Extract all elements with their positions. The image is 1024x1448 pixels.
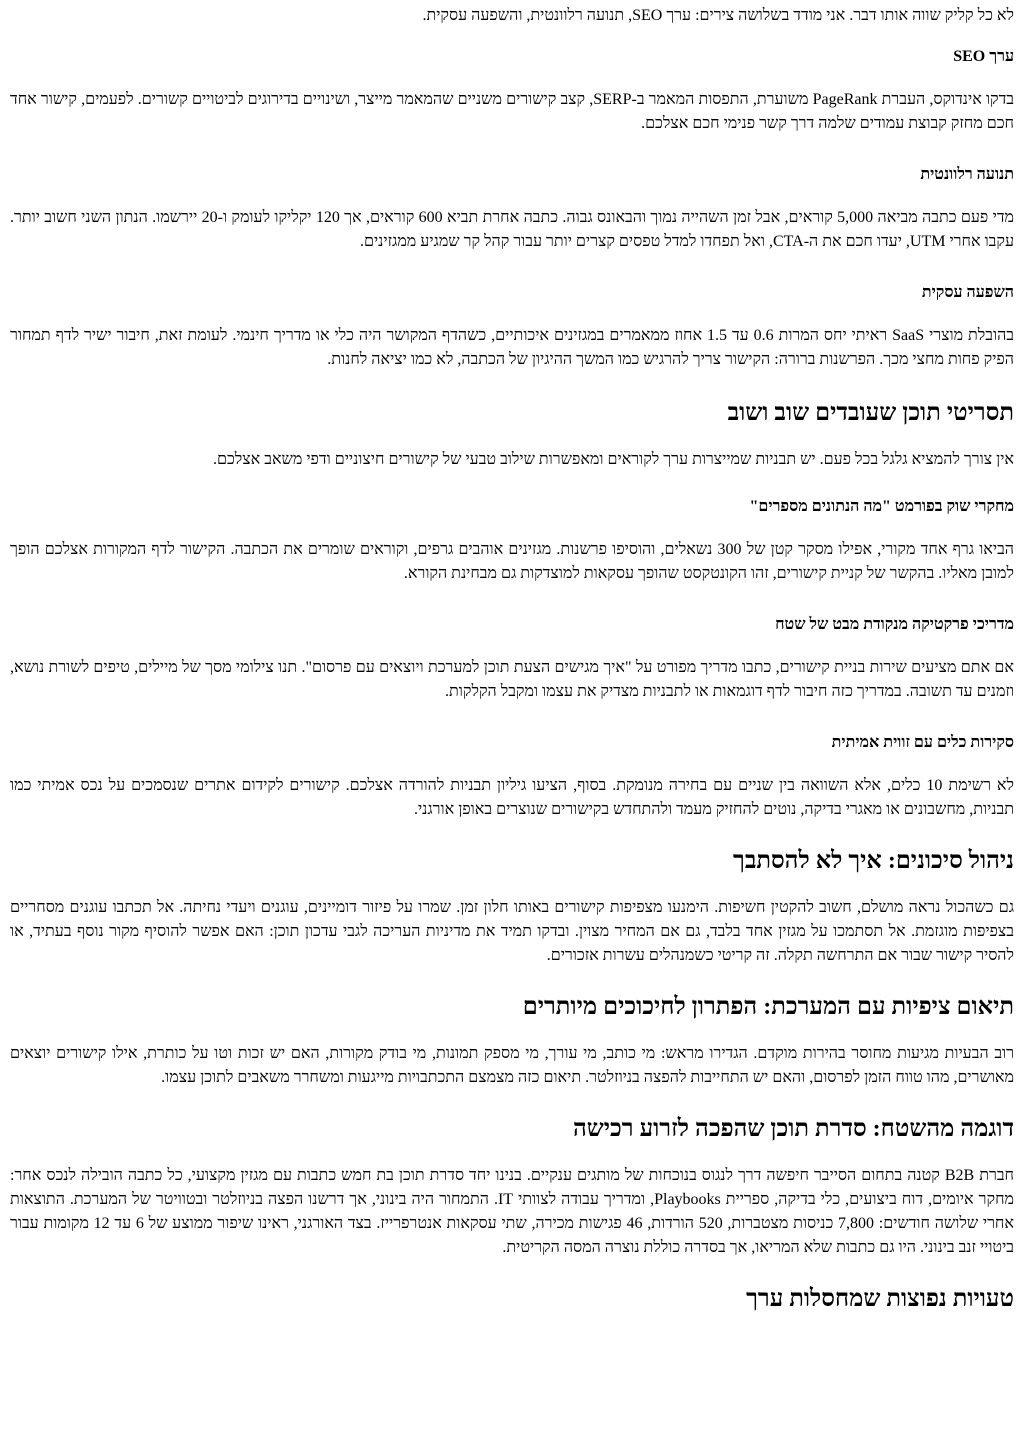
heading-business-impact: השפעה עסקית [921,284,1014,301]
paragraph-business-impact: בהובלת מוצרי SaaS ראיתי יחס המרות 0.6 עד 1.5 אחוז ממאמרים במגזינים איכותיים, כשהדף המקושר היה כלי או מדריך חינמי. לעומת זאת, חיבור ישיר לדף תמחור הפיק פחות מחצי מכך. הפרשנות ברורה: הקישור צריך להרגיש כמו המשך ההיגיון של הכתבה, לא כמו יציאה לחנות. [10,327,1015,368]
paragraph-field-example: חברת B2B קטנה בתחום הסייבר חיפשה דרך לנגוס בנוכחות של מותגים ענקיים. בנינו יחד סדרת תוכן בת חמש כתבות עם מגזין מקצועי, כל כתבה הובילה לנכס אחר: מחקר איומים, דוח ביצועים, כלי בדיקה, ספריית Playbooks, ומדריך עבודה לצוותי IT. התמחור היה בינוני, אך דרשנו הפצה בניוזלטר ובטוויטר של המערכת. התוצאות אחרי שלושה חודשים: 7,800 כניסות מצטברות, 520 הורדות, 46 פגישות מכירה, שתי עסקאות אנטרפרייז. בצד האורגני, ראינו שיפור ממוצע של 6 עד 12 מקומות עבור ביטויי זנב בינוני. היו גם כתבות שלא המריאו, אך בסדרה כוללת נוצרה המסה הקריטית. [10,1167,1015,1256]
heading-practice-guides: מדריכי פרקטיקה מנקודת מבט של שטח [775,616,1014,633]
heading-tool-reviews: סקירות כלים עם זווית אמיתית [831,734,1014,751]
heading-risk-management: ניהול סיכונים: איך לא להסתבך [733,848,1014,874]
heading-market-research: מחקרי שוק בפורמט "מה הנתונים מספרים" [749,498,1014,515]
heading-seo-value: ערך SEO [953,48,1014,65]
paragraph-tool-reviews: לא רשימת 10 כלים, אלא השוואה בין שניים עם בחירה מנומקת. בסוף, הציעו גיליון תבניות להורדה אצלכם. קישורים לקידום אתרים שנסמכים על נכס אמיתי כמו תבניות, מחשבונים או מאגרי בדיקה, נוטים להחזיק מעמד ולהתחדש בקישורים שנוצרים באופן אורגני. [10,777,1014,818]
heading-common-mistakes: טעויות נפוצות שמחסלות ערך [746,1286,1014,1312]
paragraph-market-research: הביאו גרף אחד מקורי, אפילו מסקר קטן של 300 נשאלים, והוסיפו פרשנות. מגזינים אוהבים גרפים, וקוראים שומרים את הכתבה. הקישור לדף המקורות אצלכם הופך למובן מאליו. בהקשר של קניית קישורים, זהו הקונטקסט שהופך עסקאות למוצדקות גם מבחינת הקורא. [10,541,1015,582]
intro-paragraph: לא כל קליק שווה אותו דבר. אני מודד בשלושה צירים: ערך SEO, תנועה רלוונטית, והשפעה עסקית. [422,7,1014,24]
heading-content-scripts: תסריטי תוכן שעובדים שוב ושוב [727,400,1014,426]
paragraph-expectation-coordination: רוב הבעיות מגיעות מחוסר בהירות מוקדם. הגדירו מראש: מי כותב, מי עורך, מי מספק תמונות, מי בודק מקורות, האם יש זכות וטו על כותרת, אילו קישורים יוצאים מאושרים, מהו טווח הזמן לפרסום, והאם יש התחייבות להפצה בניוזלטר. תיאום כזה מצמצם התכתבויות מייגעות ומשחרר משאבים לתוכן עצמו. [10,1045,1014,1086]
paragraph-relevant-traffic: מדי פעם כתבה מביאה 5,000 קוראים, אבל זמן השהייה נמוך והבאונס גבוה. כתבה אחרת תביא 600 קוראים, אך 120 יקליקו לעומק ו-20 יירשמו. הנתון השני חשוב יותר. עקבו אחרי UTM, יעדו חכם את ה-CTA, ואל תפחדו למדל טפסים קצרים יותר עבור קהל קר שמגיע ממגזינים. [10,209,1015,250]
heading-relevant-traffic: תנועה רלוונטית [920,166,1014,183]
paragraph-practice-guides: אם אתם מציעים שירות בניית קישורים, כתבו מדריך מפורט על "איך מגישים הצעת תוכן למערכת ויוצאים עם פרסום". תנו צילומי מסך של מיילים, טיפים לשורת נושא, וזמנים עד תשובה. במדריך כזה חיבור לדף דוגמאות או לתבניות מצדיק את עצמו ומקבל הקלקות. [10,659,1014,700]
heading-field-example: דוגמה מהשטח: סדרת תוכן שהפכה לזרוע רכישה [572,1116,1014,1142]
paragraph-seo-value: בדקו אינדוקס, העברת PageRank משוערת, התפסות המאמר ב-SERP, קצב קישורים משניים שהמאמר מייצר, ושינויים בדירוגים לביטויים קשורים. לפעמים, קישור אחד חכם מחזק קבוצת עמודים שלמה דרך קשר פנימי חכם אצלכם. [10,91,1015,132]
paragraph-content-scripts: אין צורך להמציא גלגל בכל פעם. יש תבניות שמייצרות ערך לקוראים ומאפשרות שילוב טבעי של קישורים חיצוניים ודפי משאב אצלכם. [212,451,1014,468]
heading-expectation-coordination: תיאום ציפיות עם המערכת: הפתרון לחיכוכים מיותרים [522,994,1014,1020]
paragraph-risk-management: גם כשהכול נראה מושלם, חשוב להקטין חשיפות. הימנעו מצפיפות קישורים באותו חלון זמן. שמרו על פיזור דומיינים, עוגנים ויעדי נחיתה. אל תכתבו עוגנים מסחריים בצפיפות מוגזמת. אל תסתמכו על מגזין אחד בלבד, גם אם המחיר מצוין. ובדקו תמיד את מדיניות העריכה לגבי עדכון תוכן: האם אפשר להוסיף מקור נוסף בעתיד, או להסיר קישור שבור אם התרחשה תקלה. זה קריטי כשמנהלים עשרות אזכורים. [10,899,1014,964]
